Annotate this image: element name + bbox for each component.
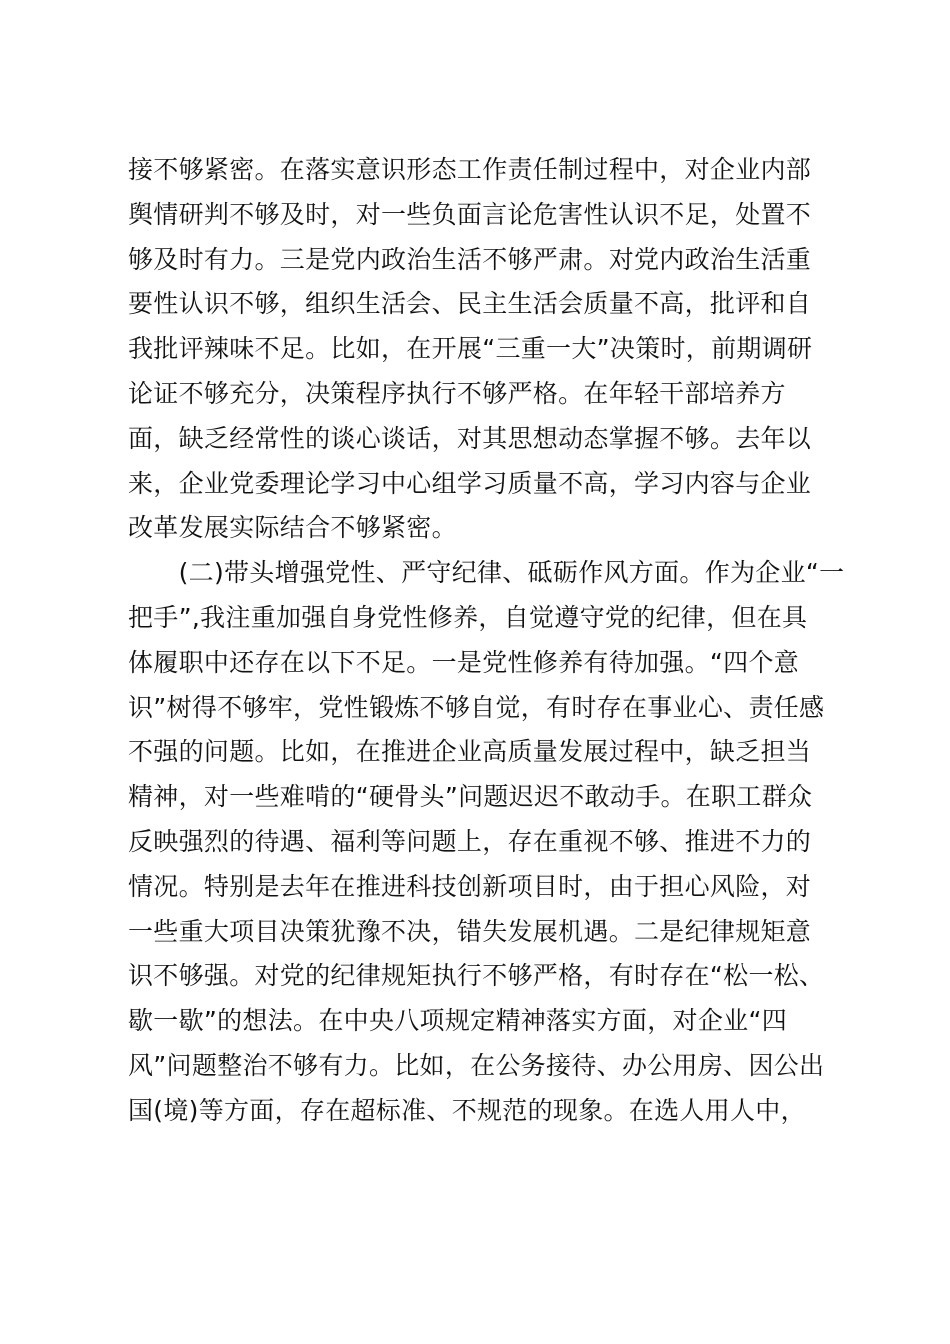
text-line: 舆情研判不够及时，对一些负面言论危害性认识不足，处置不: [128, 199, 812, 229]
text-line: 改革发展实际结合不够紧密。: [128, 513, 457, 543]
text-line: 反映强烈的待遇、福利等问题上，存在重视不够、推进不力的: [128, 826, 812, 856]
text-line: 要性认识不够，组织生活会、民主生活会质量不高，批评和自: [128, 289, 812, 319]
text-line: 不强的问题。比如，在推进企业高质量发展过程中，缺乏担当: [128, 737, 812, 767]
text-line: (二)带头增强党性、严守纪律、砥砺作风方面。作为企业“一: [128, 558, 845, 588]
text-line: 一些重大项目决策犹豫不决，错失发展机遇。二是纪律规矩意: [128, 916, 812, 946]
text-line: 识不够强。对党的纪律规矩执行不够严格，有时存在“松一松、: [128, 961, 825, 991]
body-text: [128, 148, 845, 1134]
text-line: 够及时有力。三是党内政治生活不够严肃。对党内政治生活重: [128, 244, 812, 274]
text-line: 风”问题整治不够有力。比如，在公务接待、办公用房、因公出: [128, 1050, 825, 1080]
text-line: 国(境)等方面，存在超标准、不规范的现象。在选人用人中，: [128, 1095, 806, 1125]
text-line: 歇一歇”的想法。在中央八项规定精神落实方面，对企业“四: [128, 1006, 788, 1036]
text-line: 面，缺乏经常性的谈心谈话，对其思想动态掌握不够。去年以: [128, 423, 812, 453]
text-line: 体履职中还存在以下不足。一是党性修养有待加强。“四个意: [128, 647, 800, 677]
text-line: 我批评辣味不足。比如，在开展“三重一大”决策时，前期调研: [128, 334, 813, 364]
text-line: 来，企业党委理论学习中心组学习质量不高，学习内容与企业: [128, 468, 812, 498]
text-line: 论证不够充分，决策程序执行不够严格。在年轻干部培养方: [128, 378, 786, 408]
text-line: 情况。特别是去年在推进科技创新项目时，由于担心风险，对: [128, 871, 812, 901]
text-line: 把手”,我注重加强自身党性修养，自觉遵守党的纪律，但在具: [128, 602, 808, 632]
text-line: 识”树得不够牢，党性锻炼不够自觉，有时存在事业心、责任感: [128, 692, 825, 722]
text-line: 精神，对一些难啃的“硬骨头”问题迟迟不敢动手。在职工群众: [128, 782, 813, 812]
text-line: 接不够紧密。在落实意识形态工作责任制过程中，对企业内部: [128, 155, 812, 184]
